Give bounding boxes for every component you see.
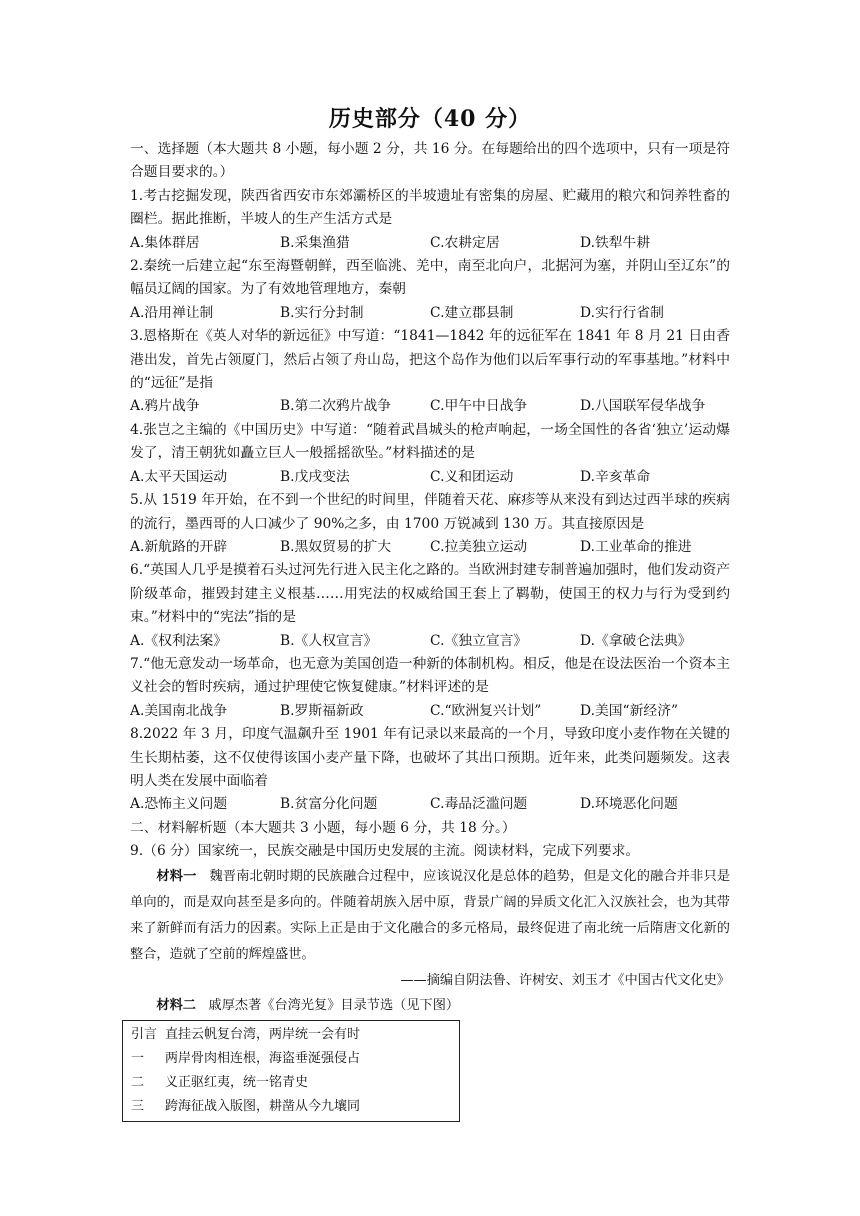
option-item: B.第二次鸦片战争 bbox=[280, 398, 392, 415]
question-stem: 7.“他无意发动一场革命，也无意为美国创造一种新的体制机构。相反，他是在设法医治一个资本主义社会的暂时疾病，通过护理使它恢复健康。”材料评述的是 bbox=[130, 655, 730, 696]
option-item: B.罗斯福新政 bbox=[280, 702, 364, 719]
material-one bbox=[130, 864, 730, 968]
option-item: B.采集渔猎 bbox=[280, 234, 350, 251]
question-stem: 4.张岂之主编的《中国历史》中写道：“随着武昌城头的枪声响起，一场全国性的各省‘独立’运动爆发了，清王朝犹如矗立巨人一般摇摇欲坠。”材料描述的是 bbox=[130, 421, 730, 462]
toc-entry-key: 一 bbox=[131, 1050, 145, 1066]
option-item: D.八国联军侵华战争 bbox=[580, 398, 706, 415]
question-list bbox=[130, 185, 730, 817]
question-stem: 5.从 1519 年开始，在不到一个世纪的时间里，伴随着天花、麻疹等从来没有到达过西半球的疾病的流行，墨西哥的人口减少了 90%之多，由 1700 万锐减到 130 万。其直接原因是 bbox=[130, 492, 730, 532]
option-item: B.《人权宣言》 bbox=[280, 632, 378, 649]
option-item: A.太平天国运动 bbox=[130, 468, 228, 485]
option-item: B.实行分封制 bbox=[280, 304, 364, 321]
option-item: D.铁犁牛耕 bbox=[580, 234, 651, 251]
option-item: C.建立郡县制 bbox=[430, 304, 514, 321]
material-one-source: ——摘编自阴法鲁、许树安、刘玉才《中国古代文化史》 bbox=[400, 972, 730, 988]
option-item: C.“欧洲复兴计划” bbox=[430, 702, 542, 719]
question-options bbox=[130, 302, 730, 325]
option-item: B.黑奴贸易的扩大 bbox=[280, 538, 392, 555]
toc-entry-text: 直挂云帆复台湾，两岸统一会有时 bbox=[165, 1026, 361, 1042]
toc-entry-text: 两岸骨肉相连根，海盗垂涎强侵占 bbox=[165, 1050, 361, 1066]
option-item: B.贫富分化问题 bbox=[280, 796, 378, 813]
section-heading-analysis: 二、材料解析题（本大题共 3 小题，每小题 6 分，共 18 分。） bbox=[130, 819, 516, 836]
toc-entry-text: 义正驱红夷，统一铭青史 bbox=[165, 1074, 309, 1090]
question-options bbox=[130, 466, 730, 489]
question-stem: 8.2022 年 3 月，印度气温飙升至 1901 年有记录以来最高的一个月，导致印度小麦作物在关键的生长期枯萎，这不仅使得该国小麦产量下降，也破坏了其出口预期。近年来，此类问题频发。这表明人类在发展中面临着 bbox=[130, 726, 730, 789]
toc-entry bbox=[131, 1023, 459, 1047]
option-item: B.戊戌变法 bbox=[280, 468, 350, 485]
toc-entry bbox=[131, 1071, 459, 1095]
option-item: A.《权利法案》 bbox=[130, 632, 228, 649]
exam-content bbox=[130, 138, 730, 1122]
table-of-contents-box bbox=[122, 1020, 460, 1122]
toc-entry-key: 引言 bbox=[131, 1026, 158, 1042]
option-item: D.《拿破仑法典》 bbox=[580, 632, 692, 649]
option-item: C.甲午中日战争 bbox=[430, 398, 528, 415]
material-two-text: 戚厚杰著《台湾光复》目录节选（见下图） bbox=[208, 997, 460, 1013]
question-stem: 6.“英国人几乎是摸着石头过河先行进入民主化之路的。当欧洲封建专制普遍加强时，他们发动资产阶级革命，摧毁封建主义根基……用宪法的权威给国王套上了羁勒，使国王的权力与行为受到约束。”材料中的“宪法”指的是 bbox=[130, 562, 730, 626]
option-item: C.拉美独立运动 bbox=[430, 538, 528, 555]
option-item: A.美国南北战争 bbox=[130, 702, 228, 719]
toc-entry bbox=[131, 1095, 459, 1119]
option-item: A.沿用禅让制 bbox=[130, 304, 214, 321]
option-item: D.实行行省制 bbox=[580, 304, 664, 321]
option-item: A.恐怖主义问题 bbox=[130, 796, 228, 813]
toc-entry-key: 三 bbox=[131, 1098, 145, 1114]
option-item: A.新航路的开辟 bbox=[130, 538, 228, 555]
toc-entry-key: 二 bbox=[131, 1074, 145, 1090]
option-item: D.环境恶化问题 bbox=[580, 796, 678, 813]
option-item: D.美国“新经济” bbox=[580, 702, 679, 719]
question-options bbox=[130, 536, 730, 559]
question-options bbox=[130, 630, 730, 653]
option-item: D.工业革命的推进 bbox=[580, 538, 692, 555]
option-item: C.义和团运动 bbox=[430, 468, 514, 485]
option-item: C.《独立宣言》 bbox=[430, 632, 528, 649]
option-item: D.辛亥革命 bbox=[580, 468, 651, 485]
option-item: C.毒品泛滥问题 bbox=[430, 796, 528, 813]
option-item: C.农耕定居 bbox=[430, 234, 500, 251]
question-stem: 3.恩格斯在《英人对华的新远征》中写道：“1841—1842 年的远征军在 1841 年 8 月 21 日由香港出发，首先占领厦门，然后占领了舟山岛，把这个岛作为他们以后军事行动的军事基地。”材料中的“远征”是指 bbox=[130, 328, 730, 392]
toc-entry-text: 跨海征战入版图，耕凿从今九壤同 bbox=[165, 1098, 361, 1114]
question-stem: 2.秦统一后建立起“东至海暨朝鲜，西至临洮、羌中，南至北向户，北据河为塞，并阴山至辽东”的幅员辽阔的国家。为了有效地管理地方，秦朝 bbox=[130, 258, 730, 298]
question-options bbox=[130, 700, 730, 723]
question-stem: 1.考古挖掘发现，陕西省西安市东郊灞桥区的半坡遗址有密集的房屋、贮藏用的粮穴和饲养牲畜的圈栏。据此推断，半坡人的生产生活方式是 bbox=[130, 187, 730, 228]
material-one-label: 材料一 bbox=[156, 868, 197, 884]
toc-entry bbox=[131, 1047, 459, 1071]
question-options bbox=[130, 395, 730, 418]
section-heading-choice: 一、选择题（本大题共 8 小题，每小题 2 分，共 16 分。在每题给出的四个选项中，只有一项是符合题目要求的。） bbox=[130, 141, 730, 181]
question-9-stem: 9.（6 分）国家统一，民族交融是中国历史发展的主流。阅读材料，完成下列要求。 bbox=[130, 843, 640, 860]
material-two bbox=[130, 994, 730, 1018]
material-one-text: 魏晋南北朝时期的民族融合过程中，应该说汉化是总体的趋势，但是文化的融合并非只是单向的，而是双向甚至是多向的。伴随着胡族入居中原，背景广阔的异质文化汇入汉族社会，也为其带来了新鲜而有活力的因素。实际上正是由于文化融合的多元格局，最终促进了南北统一后隋唐文化新的整合，造就了空前的辉煌盛世。 bbox=[130, 868, 731, 962]
option-item: A.鸦片战争 bbox=[130, 398, 200, 415]
option-item: A.集体群居 bbox=[130, 234, 200, 251]
material-two-label: 材料二 bbox=[156, 997, 196, 1013]
question-options bbox=[130, 793, 730, 816]
question-options bbox=[130, 232, 730, 255]
page-title: 历史部分（40 分） bbox=[328, 106, 532, 132]
